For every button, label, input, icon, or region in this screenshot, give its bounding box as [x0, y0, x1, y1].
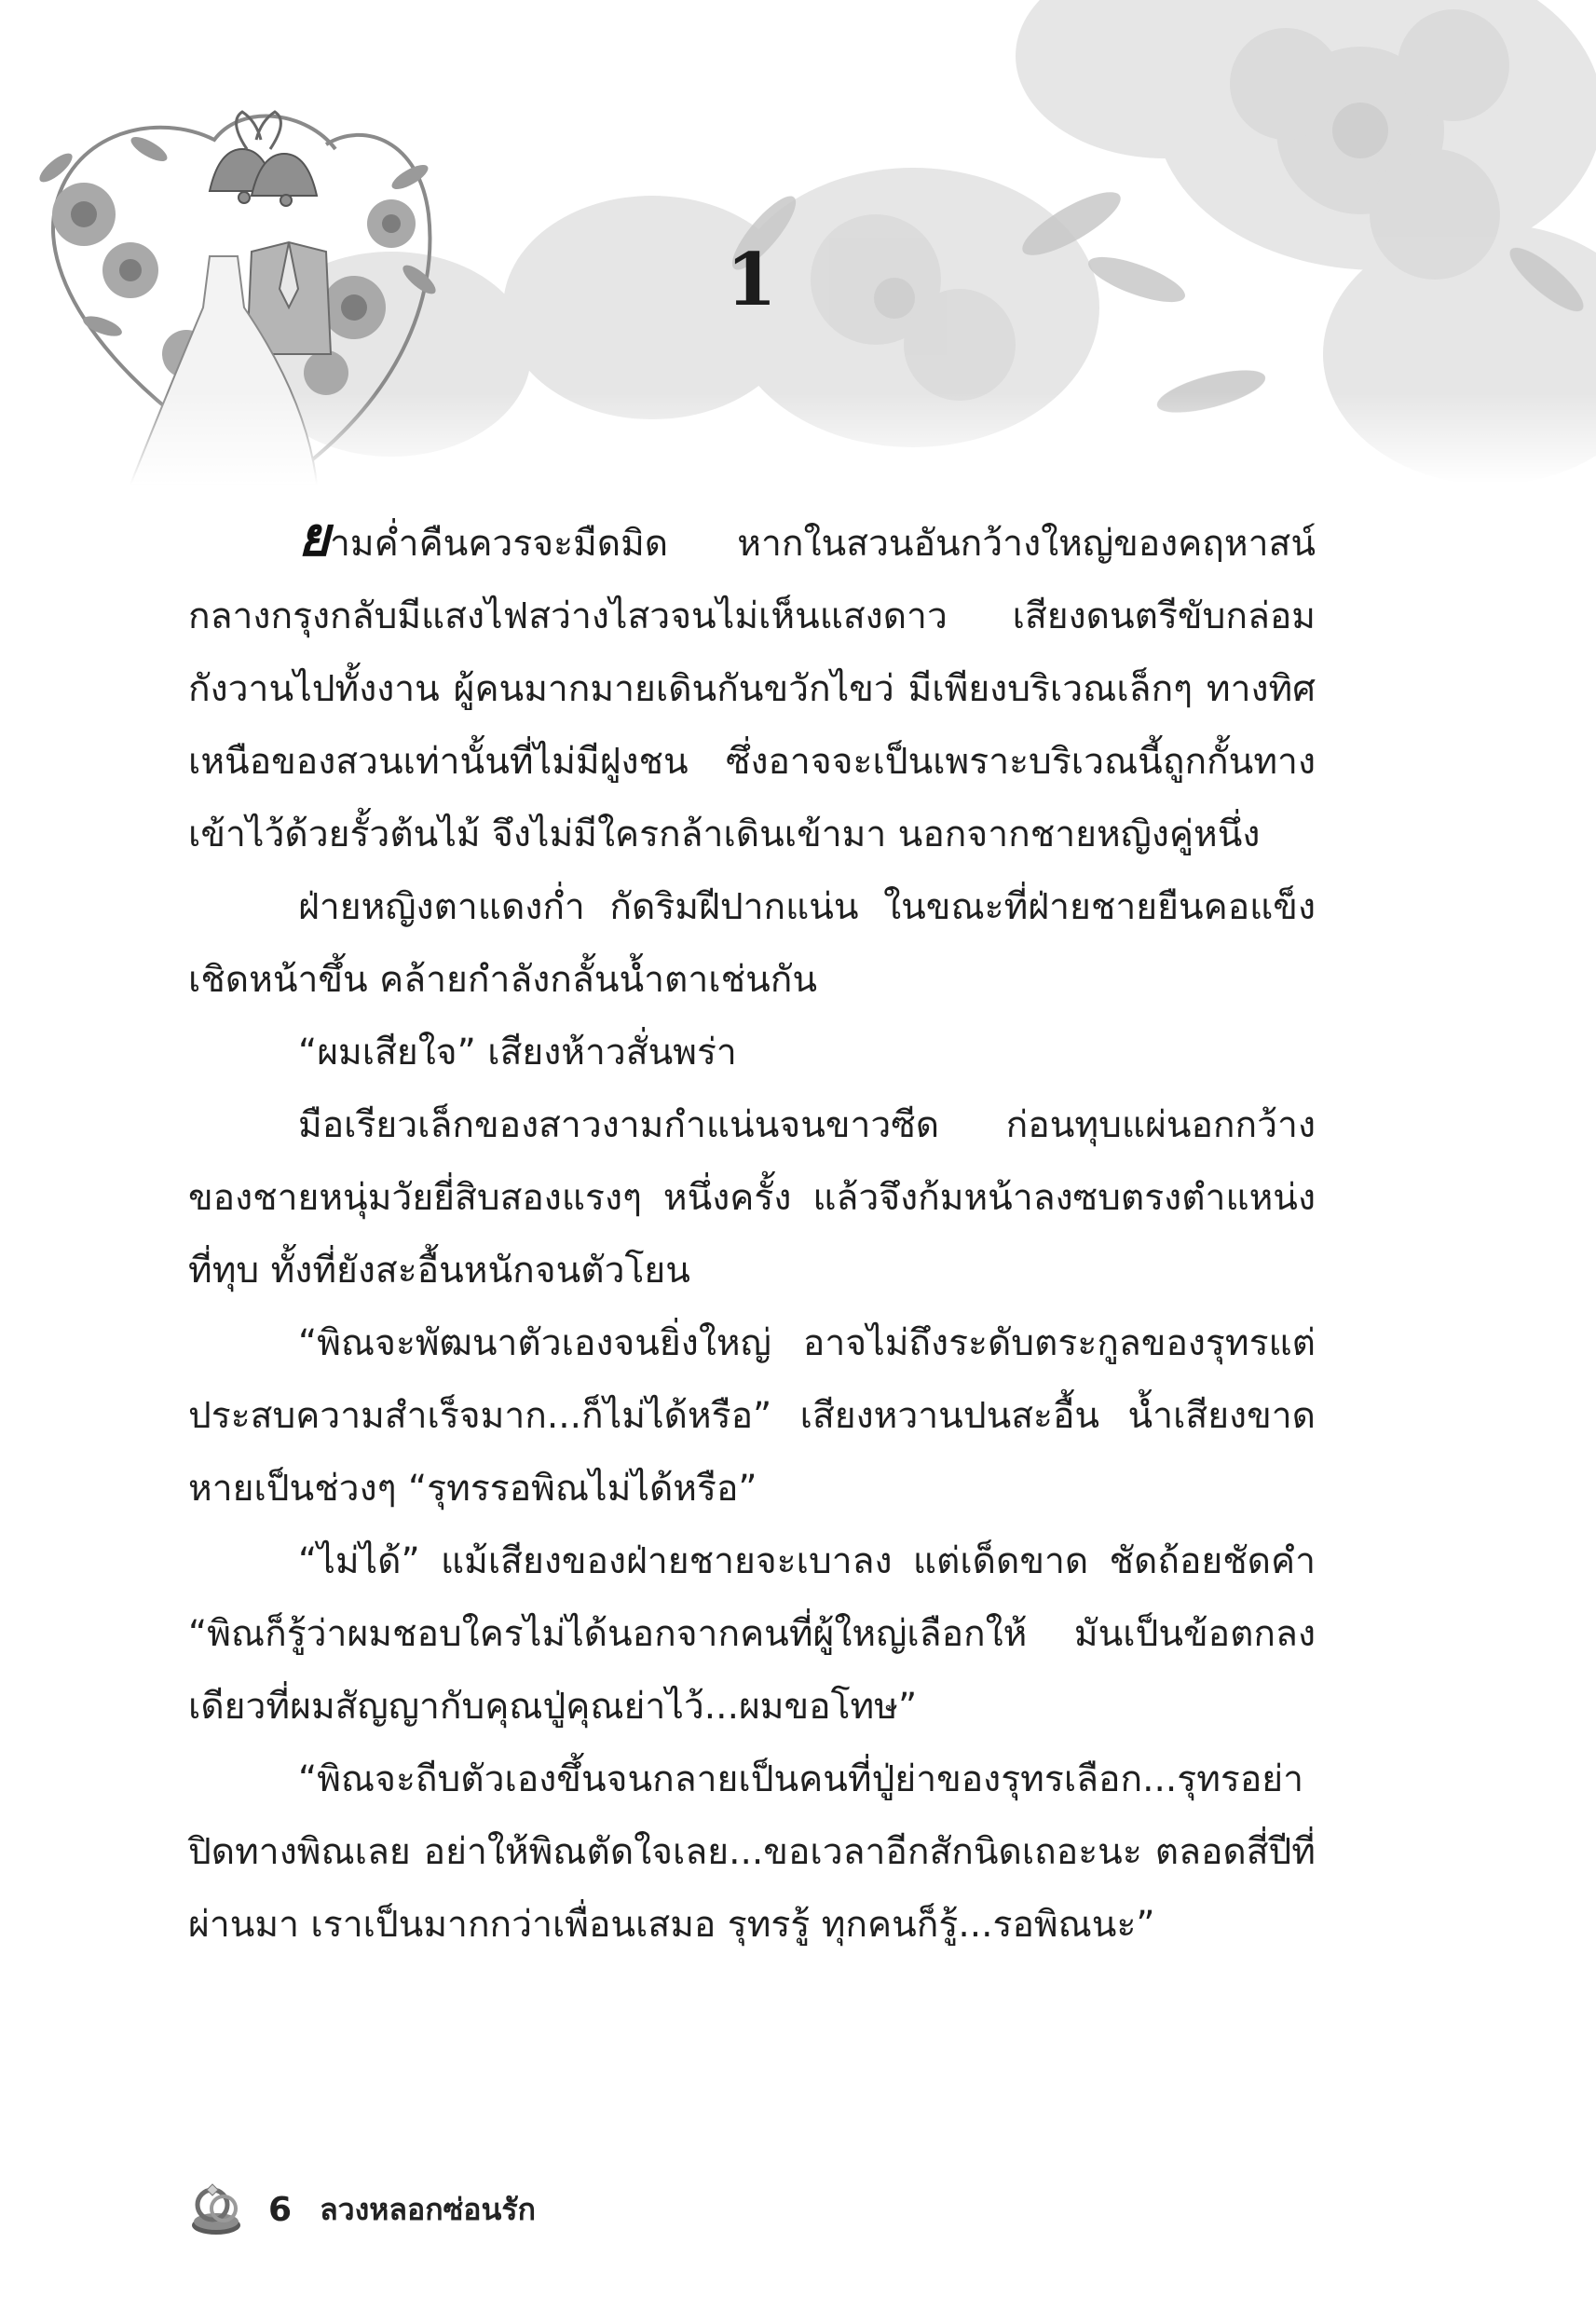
paragraph-1 [188, 505, 1316, 871]
wedding-rings-icon [188, 2181, 246, 2238]
page-footer [188, 2177, 536, 2242]
paragraph-5: “พิณจะพัฒนาตัวเองจนยิ่งใหญ่ อาจไม่ถึงระดับตระกูลของรุทรแต่ประสบความสำเร็จมาก...ก็ไม่ได้หรือ” เสียงหวานปนสะอื้น น้ำเสียงขาดหายเป็นช่วงๆ “รุทรรอพิณไม่ได้หรือ” [188, 1322, 1316, 1510]
paragraph-3: “ผมเสียใจ” เสียงห้าวสั่นพร่า [298, 1032, 737, 1073]
chapter-body [188, 505, 1316, 1962]
page-number: 6 [268, 2190, 293, 2229]
chapter-number: 1 [726, 238, 777, 322]
book-title: ลวงหลอกซ่อนรัก [320, 2191, 536, 2227]
paragraph-2: ฝ่ายหญิงตาแดงก่ำ กัดริมฝีปากแน่น ในขณะที่ฝ่ายชายยืนคอแข็งเชิดหน้าขึ้น คล้ายกำลังกลั้นน้ำตาเช่นกัน [188, 886, 1316, 1001]
paragraph-4: มือเรียวเล็กของสาวงามกำแน่นจนขาวซีด ก่อนทุบแผ่นอกกว้างของชายหนุ่มวัยยี่สิบสองแรงๆ หนึ่งครั้ง แล้วจึงก้มหน้าลงซบตรงตำแหน่งที่ทุบ ทั้งที่ยังสะอื้นหนักจนตัวโยน [188, 1104, 1316, 1292]
wedding-bells-icon [210, 149, 317, 206]
paragraph-6: “ไม่ได้” แม้เสียงของฝ่ายชายจะเบาลง แต่เด็ดขาด ชัดถ้อยชัดคำ “พิณก็รู้ว่าผมชอบใครไม่ได้นอกจากคนที่ผู้ใหญ่เลือกให้ มันเป็นข้อตกลงเดียวที่ผมสัญญากับคุณปู่คุณย่าไว้...ผมขอโทษ” [188, 1540, 1316, 1728]
paragraph-7: “พิณจะถีบตัวเองขึ้นจนกลายเป็นคนที่ปู่ย่าของรุทรเลือก...รุทรอย่าปิดทางพิณเลย อย่าให้พิณตัดใจเลย...ขอเวลาอีกสักนิดเถอะนะ ตลอดสี่ปีที่ผ่านมา เราเป็นมากกว่าเพื่อนเสมอ รุทรรู้ ทุกคนก็รู้...รอพิณนะ” [188, 1758, 1316, 1946]
paragraph-1-text: ามค่ำคืนควรจะมืดมิด หากในสวนอันกว้างใหญ่ของคฤหาสน์กลางกรุงกลับมีแสงไฟสว่างไสวจนไม่เห็นแสงดาว เสียงดนตรีขับกล่อมกังวานไปทั้งงาน ผู้คนมากมายเดินกันขวักไขว่ มีเพียงบริเวณเล็กๆ ทางทิศเหนือของสวนเท่านั้นที่ไม่มีฝูงชน ซึ่งอาจจะเป็นเพราะบริเวณนี้ถูกกั้นทางเข้าไว้ด้วยรั้วต้นไม้ จึงไม่มีใครกล้าเดินเข้ามา นอกจากชายหญิงคู่หนึ่ง [188, 523, 1316, 855]
drop-cap: ย [298, 505, 330, 568]
